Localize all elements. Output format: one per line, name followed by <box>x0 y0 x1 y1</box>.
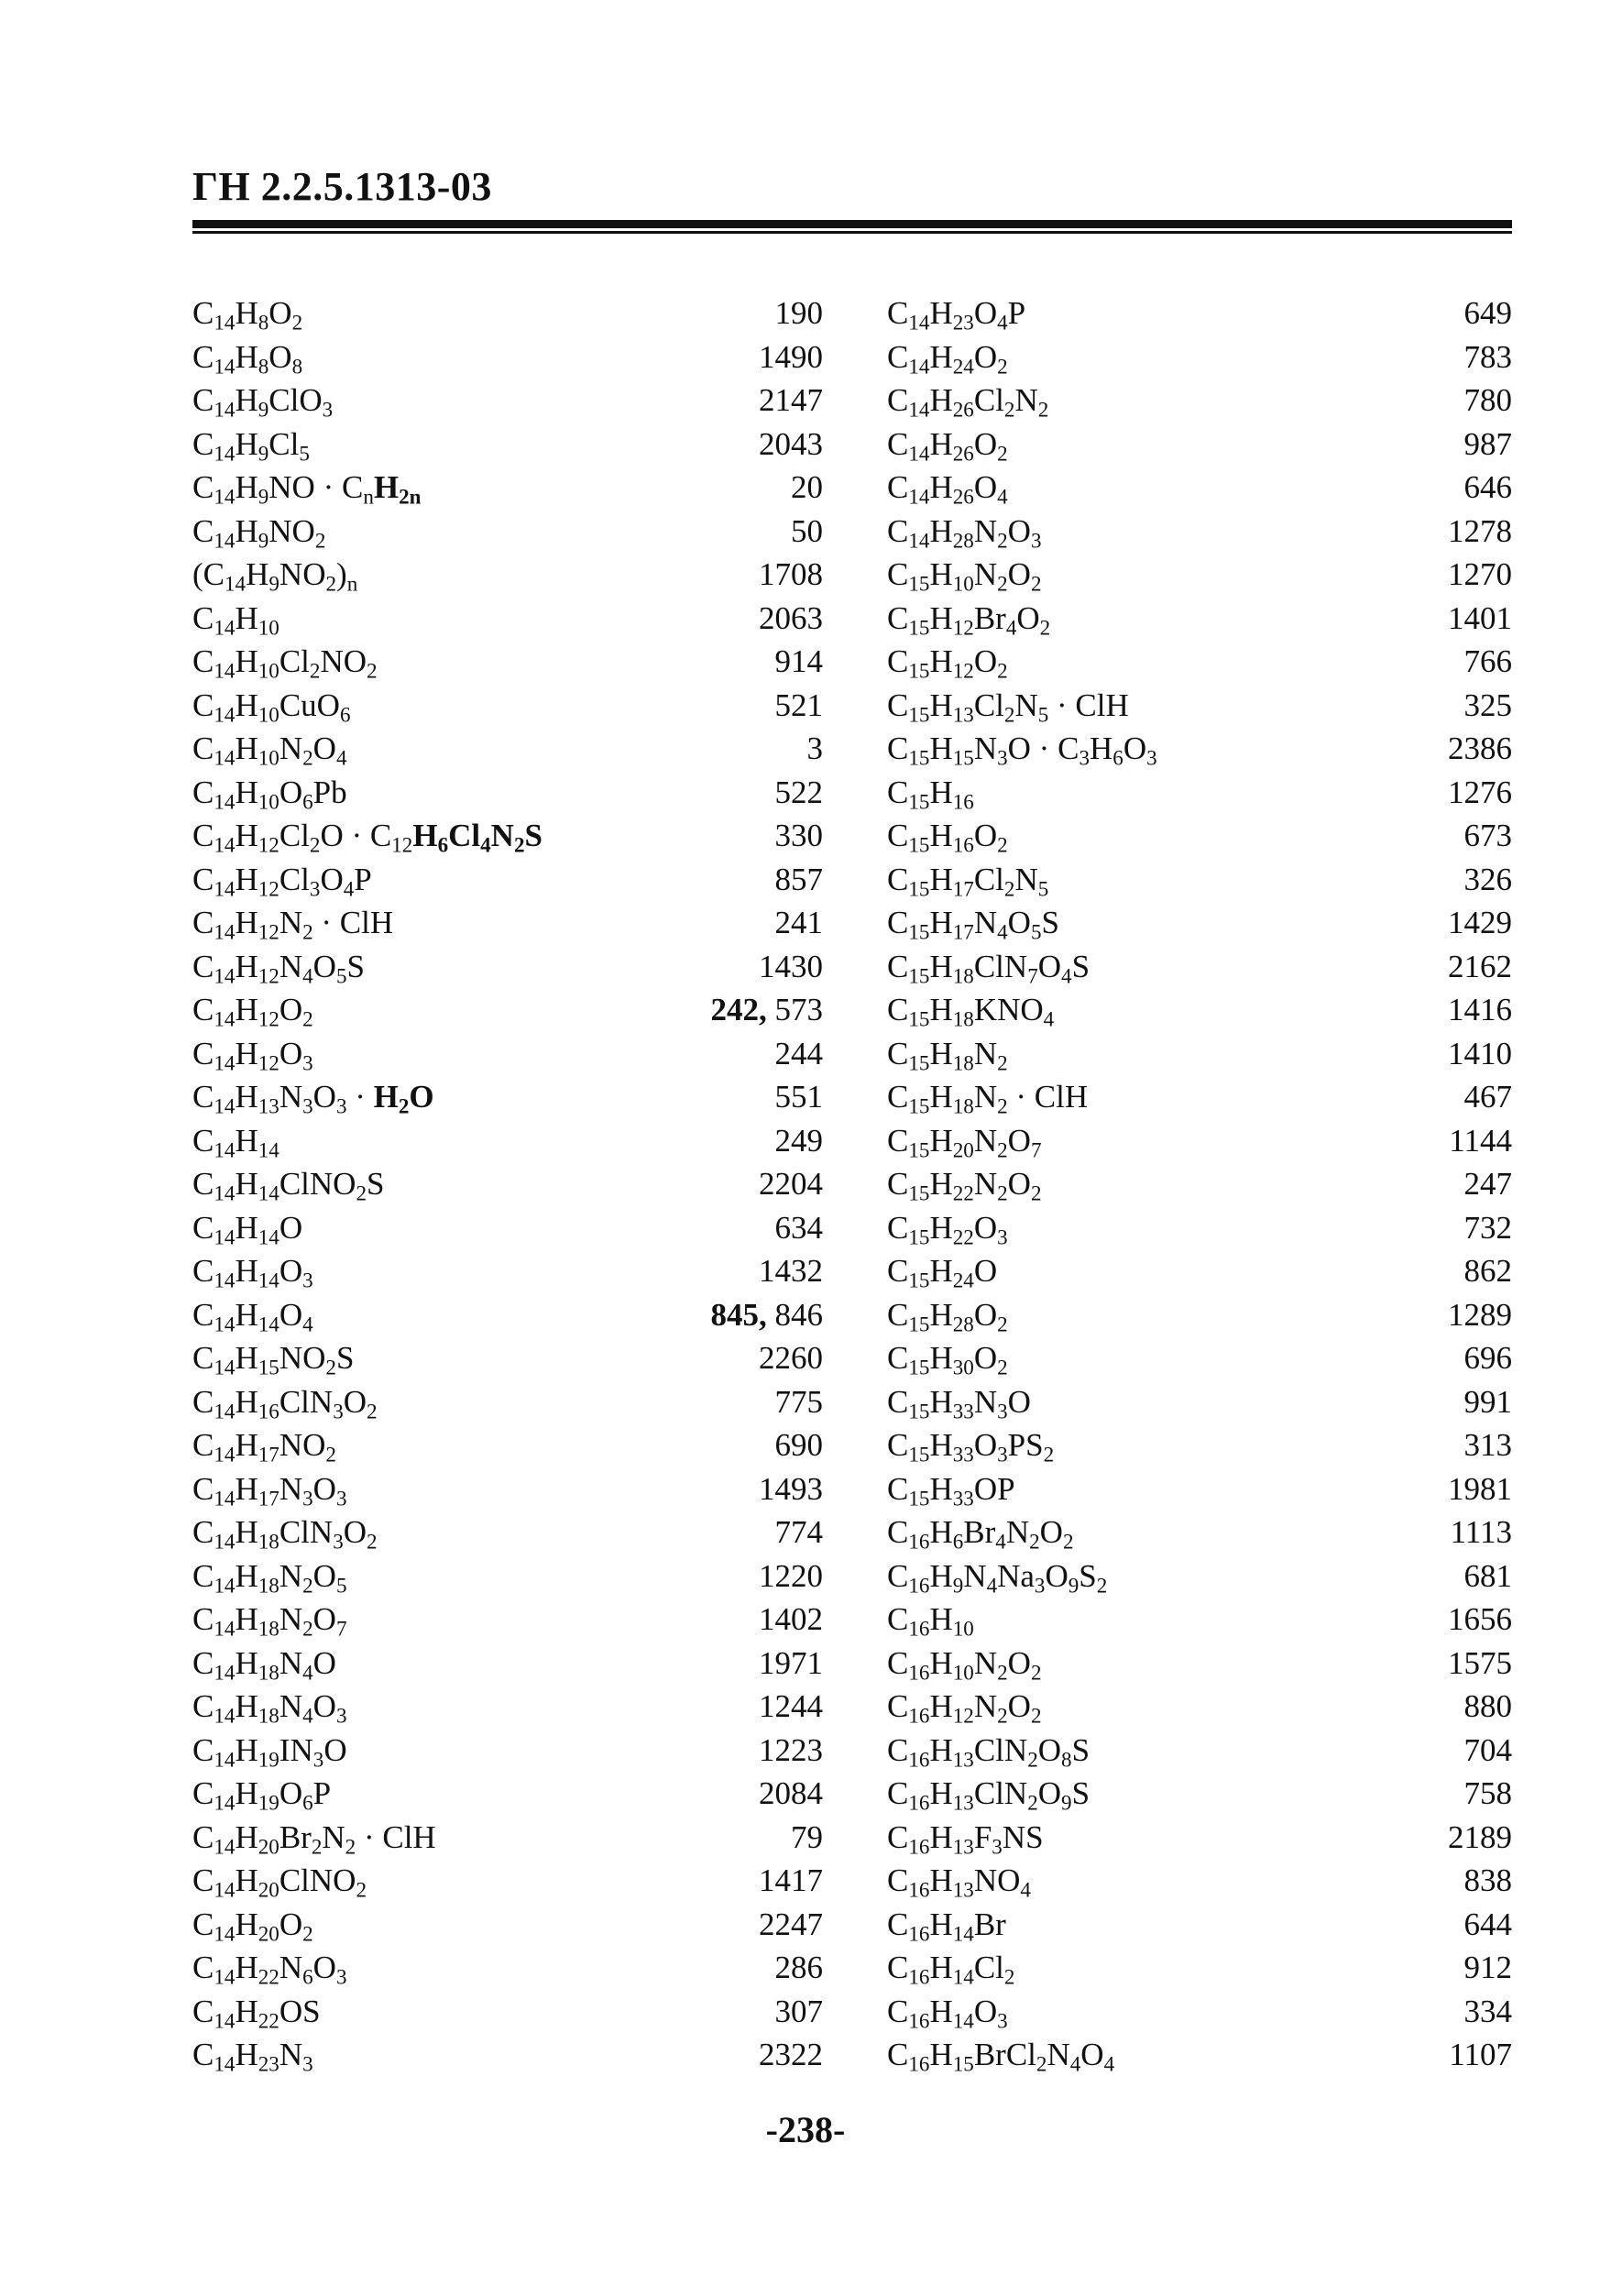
entry-number: 330 <box>774 818 823 853</box>
index-entry <box>887 1729 1512 1773</box>
index-entry <box>192 291 823 335</box>
chemical-formula: $C_{14}H_{17}N_3O_3$ <box>192 1470 347 1510</box>
entry-number: 1244 <box>759 1688 823 1724</box>
entry-number: 313 <box>1463 1427 1512 1463</box>
entry-number: 987 <box>1463 425 1512 462</box>
entry-number: 2084 <box>759 1775 823 1811</box>
entry-number: 1107 <box>1449 2037 1512 2072</box>
chemical-formula: $C_{14}H_{15}NO_2S$ <box>192 1340 355 1379</box>
chemical-formula: $C_{14}H_{12}Cl_3O_4P$ <box>192 861 372 900</box>
chemical-formula: $C_{14}H_{20}ClNO_2$ <box>192 1862 367 1902</box>
index-entry <box>887 291 1512 335</box>
entry-number: 838 <box>1463 1862 1512 1898</box>
chemical-formula: $(C_{14}H_9NO_2)_n$ <box>192 556 358 596</box>
entry-number: 1270 <box>1448 556 1512 592</box>
index-entry <box>887 858 1512 902</box>
chemical-formula: $C_{14}H_{14}O_4$ <box>192 1296 313 1335</box>
chemical-formula: $C_{14}H_{14}$ <box>192 1122 279 1161</box>
index-entry <box>887 1990 1512 2034</box>
chemical-formula: $C_{14}H_9NO_2$ <box>192 512 326 552</box>
chemical-formula: $C_{14}H_{28}N_2O_3$ <box>887 512 1042 552</box>
index-entry <box>192 1467 823 1511</box>
index-entry <box>192 1990 823 2034</box>
index-entry <box>887 1598 1512 1642</box>
index-entry <box>887 1075 1512 1119</box>
chemical-formula: $C_{15}H_{18}KNO_4$ <box>887 992 1055 1031</box>
chemical-formula: $C_{15}H_{18}N_2$ · ClH <box>887 1079 1089 1118</box>
index-entry <box>192 1554 823 1598</box>
chemical-formula: $C_{16}H_{13}ClN_2O_9S$ <box>887 1775 1090 1815</box>
entry-number: 286 <box>774 1950 823 1985</box>
index-entry <box>192 1293 823 1337</box>
index-entry <box>192 988 823 1032</box>
index-entry <box>192 1816 823 1860</box>
index-entry <box>887 1119 1512 1163</box>
page-number: -238- <box>765 2109 846 2150</box>
chemical-formula: $C_{14}H_{26}O_2$ <box>887 425 1008 465</box>
chemical-formula: $C_{14}H_{19}O_6P$ <box>192 1775 332 1815</box>
chemical-formula: $C_{15}H_{20}N_2O_7$ <box>887 1122 1042 1161</box>
index-entry <box>887 945 1512 989</box>
chemical-formula: $C_{14}H_{20}O_2$ <box>192 1906 313 1945</box>
chemical-formula: $C_{16}H_{14}O_3$ <box>887 1993 1008 2032</box>
entry-number: 649 <box>1463 295 1512 331</box>
chemical-formula: $C_{14}H_{19}IN_3O$ <box>192 1731 347 1771</box>
index-entry <box>192 901 823 945</box>
entry-number: 1971 <box>759 1644 823 1681</box>
entry-number: 766 <box>1463 643 1512 679</box>
chemical-formula: $C_{14}H_{10}N_2O_4$ <box>192 731 347 770</box>
entry-number: 914 <box>774 643 823 679</box>
index-entry <box>887 1772 1512 1816</box>
chemical-formula: $C_{15}H_{16}$ <box>887 774 974 813</box>
chemical-formula: $C_{16}H_6Br_4N_2O_2$ <box>887 1514 1074 1554</box>
index-entry <box>887 1816 1512 1860</box>
index-entry <box>887 901 1512 945</box>
entry-number: 1276 <box>1448 774 1512 810</box>
chemical-formula: $C_{14}H_9NO \cdot C_nH_{2n}$ <box>192 469 422 509</box>
index-entry <box>192 1511 823 1554</box>
chemical-formula: $C_{15}H_{28}O_2$ <box>887 1296 1008 1335</box>
entry-number: 522 <box>774 774 823 810</box>
entry-number: 326 <box>1463 861 1512 897</box>
entry-number: 673 <box>1463 818 1512 853</box>
chemical-formula: $C_{15}H_{17}Cl_2N_5$ <box>887 861 1049 900</box>
entry-number: 79 <box>791 1818 823 1855</box>
entry-number: 681 <box>1463 1557 1512 1594</box>
entry-number: 2063 <box>759 599 823 636</box>
entry-number: 991 <box>1463 1383 1512 1420</box>
entry-number: 758 <box>1463 1775 1512 1811</box>
chemical-formula: $C_{16}H_{13}NO_4$ <box>887 1862 1031 1902</box>
index-entry <box>887 2033 1512 2077</box>
header-rule-thick <box>192 220 1512 228</box>
entry-number: 1416 <box>1448 992 1512 1027</box>
entry-number: 1575 <box>1448 1644 1512 1681</box>
entry-number: 2147 <box>759 382 823 418</box>
chemical-formula: $C_{14}H_{12}Cl_2O \cdot C_{12}H_6Cl_4N_2S$ <box>192 818 542 857</box>
index-entry <box>887 553 1512 597</box>
entry-number: 1493 <box>759 1470 823 1507</box>
entry-number: 1708 <box>759 556 823 592</box>
entry-number: 1402 <box>759 1601 823 1637</box>
chemical-formula: $C_{16}H_9N_4Na_3O_9S_2$ <box>887 1557 1108 1597</box>
index-entry <box>887 335 1512 379</box>
chemical-formula: $C_{15}H_{13}Cl_2N_5$ · ClH <box>887 687 1129 726</box>
chemical-formula: $C_{14}H_{12}N_4O_5S$ <box>192 948 365 987</box>
index-entry <box>887 1336 1512 1380</box>
index-entry <box>887 1642 1512 1686</box>
chemical-formula: $C_{14}H_{24}O_2$ <box>887 338 1008 378</box>
chemical-formula: $C_{14}H_{26}O_4$ <box>887 469 1008 509</box>
entry-number: 780 <box>1463 382 1512 418</box>
entry-number: 551 <box>774 1079 823 1115</box>
index-entry <box>192 1903 823 1947</box>
chemical-formula: $C_{14}H_{18}N_4O_3$ <box>192 1688 347 1728</box>
chemical-formula: $C_{15}H_{17}N_4O_5S$ <box>887 905 1059 944</box>
chemical-formula: $C_{14}H_{14}O$ <box>192 1209 303 1248</box>
entry-number: 732 <box>1463 1209 1512 1246</box>
chemical-formula: $C_{14}H_{12}O_2$ <box>192 992 313 1031</box>
chemical-formula: $C_{15}H_{24}O$ <box>887 1253 998 1292</box>
chemical-formula: $C_{15}H_{18}ClN_7O_4S$ <box>887 948 1090 987</box>
entry-number: 1981 <box>1448 1470 1512 1507</box>
chemical-formula: $C_{15}H_{33}N_3O$ <box>887 1383 1031 1423</box>
chemical-formula: $C_{14}H_9Cl_5$ <box>192 425 310 465</box>
entry-number: 1417 <box>759 1862 823 1898</box>
index-entry <box>192 1598 823 1642</box>
index-entry <box>192 684 823 728</box>
chemical-formula: $C_{14}H_{23}N_3$ <box>192 2037 313 2076</box>
index-entry <box>887 1249 1512 1293</box>
chemical-formula: $C_{15}H_{30}O_2$ <box>887 1340 1008 1379</box>
chemical-formula: $C_{14}H_{18}ClN_3O_2$ <box>192 1514 378 1554</box>
index-entry <box>192 1729 823 1773</box>
index-entry <box>887 510 1512 554</box>
chemical-formula: $C_{14}H_{22}OS$ <box>192 1993 321 2032</box>
index-entry <box>192 1336 823 1380</box>
chemical-formula: $C_{16}H_{12}N_2O_2$ <box>887 1688 1042 1728</box>
entry-number: 1410 <box>1448 1035 1512 1071</box>
index-entry <box>192 771 823 815</box>
index-entry <box>887 1293 1512 1337</box>
chemical-formula: $C_{14}H_{18}N_2O_5$ <box>192 1557 347 1597</box>
index-entry <box>887 1162 1512 1206</box>
chemical-formula: $C_{14}H_{14}O_3$ <box>192 1253 313 1292</box>
index-entry <box>192 1859 823 1903</box>
entry-number: 325 <box>1463 687 1512 723</box>
index-entry <box>192 379 823 423</box>
chemical-formula: $C_{16}H_{14}Cl_2$ <box>887 1950 1015 1989</box>
entry-number: 244 <box>774 1035 823 1071</box>
chemical-formula: $C_{14}H_{12}O_3$ <box>192 1035 313 1074</box>
chemical-formula: $C_{16}H_{14}Br$ <box>887 1906 1006 1945</box>
entry-number: 1656 <box>1448 1601 1512 1637</box>
entry-number: 696 <box>1463 1340 1512 1376</box>
index-entry <box>887 1206 1512 1250</box>
entry-number: 307 <box>774 1993 823 2029</box>
entry-number: 2322 <box>759 2037 823 2072</box>
index-entry <box>192 727 823 771</box>
index-entry <box>887 988 1512 1032</box>
left-index-column <box>192 291 823 2077</box>
index-entry <box>192 1162 823 1206</box>
index-entry <box>887 771 1512 815</box>
entry-number: 190 <box>774 295 823 331</box>
entry-number: 334 <box>1463 1993 1512 2029</box>
index-entry <box>887 1903 1512 1947</box>
entry-number: 2162 <box>1448 948 1512 984</box>
index-entry <box>887 1380 1512 1424</box>
chemical-formula: $C_{15}H_{16}O_2$ <box>887 818 1008 857</box>
entry-number: 704 <box>1463 1731 1512 1768</box>
index-entry <box>192 1380 823 1424</box>
entry-number: 2260 <box>759 1340 823 1376</box>
entry-number: 2204 <box>759 1166 823 1202</box>
entry-number: 1432 <box>759 1253 823 1289</box>
index-entry <box>887 1511 1512 1554</box>
chemical-formula: $C_{14}H_{14}ClNO_2S$ <box>192 1166 385 1205</box>
entry-number: 2189 <box>1448 1818 1512 1855</box>
chemical-formula: $C_{15}H_{18}N_2$ <box>887 1035 1008 1074</box>
entry-number: 774 <box>774 1514 823 1550</box>
chemical-formula: $C_{16}H_{10}$ <box>887 1601 974 1641</box>
entry-number: 845, 846 <box>710 1296 823 1333</box>
index-entry <box>192 640 823 684</box>
index-entry <box>192 858 823 902</box>
chemical-formula: $C_{14}H_9ClO_3$ <box>192 382 334 422</box>
chemical-formula: $C_{15}H_{22}O_3$ <box>887 1209 1008 1248</box>
entry-number: 1113 <box>1450 1514 1512 1550</box>
chemical-formula: $C_{14}H_{18}N_2O_7$ <box>192 1601 347 1641</box>
chemical-formula: $C_{14}H_{10}CuO_6$ <box>192 687 351 726</box>
chemical-formula: $C_{14}H_8O_2$ <box>192 295 303 335</box>
index-entry <box>192 1206 823 1250</box>
chemical-formula: $C_{14}H_{22}N_6O_3$ <box>192 1950 347 1989</box>
index-entry <box>887 379 1512 423</box>
chemical-formula: $C_{14}H_{26}Cl_2N_2$ <box>887 382 1049 422</box>
chemical-formula: $C_{14}H_{10}O_6Pb$ <box>192 774 347 813</box>
entry-number: 467 <box>1463 1079 1512 1115</box>
index-entry <box>887 727 1512 771</box>
index-entry <box>192 1075 823 1119</box>
entry-number: 644 <box>1463 1906 1512 1942</box>
index-entry <box>887 814 1512 858</box>
entry-number: 912 <box>1463 1950 1512 1985</box>
chemical-formula: $C_{14}H_{20}Br_2N_2$ · ClH <box>192 1818 436 1858</box>
chemical-formula: $C_{14}H_{10}$ <box>192 599 279 639</box>
chemical-formula: $C_{16}H_{13}ClN_2O_8S$ <box>887 1731 1090 1771</box>
entry-number: 50 <box>791 512 823 549</box>
chemical-formula: $C_{16}H_{13}F_3NS$ <box>887 1818 1044 1858</box>
entry-number: 1223 <box>759 1731 823 1768</box>
entry-number: 2043 <box>759 425 823 462</box>
chemical-formula: $C_{15}H_{10}N_2O_2$ <box>887 556 1042 596</box>
entry-number: 1490 <box>759 338 823 375</box>
index-entry <box>192 466 823 510</box>
chemical-formula: $C_{15}H_{33}OP$ <box>887 1470 1015 1510</box>
index-entry <box>887 423 1512 467</box>
entry-number: 247 <box>1463 1166 1512 1202</box>
index-entry <box>887 684 1512 728</box>
entry-number: 1220 <box>759 1557 823 1594</box>
entry-number: 3 <box>806 731 823 766</box>
entry-number: 775 <box>774 1383 823 1420</box>
index-entry <box>887 466 1512 510</box>
index-entry <box>192 2033 823 2077</box>
entry-number: 783 <box>1463 338 1512 375</box>
chemical-formula: $C_{15}H_{12}O_2$ <box>887 643 1008 683</box>
index-entry <box>192 1032 823 1076</box>
entry-number: 1289 <box>1448 1296 1512 1333</box>
chemical-formula: $C_{14}H_{12}N_2$ · ClH <box>192 905 394 944</box>
index-entry <box>192 1249 823 1293</box>
index-entry <box>192 1946 823 1990</box>
chemical-formula: $C_{14}H_{10}Cl_2NO_2$ <box>192 643 378 683</box>
entry-number: 857 <box>774 861 823 897</box>
chemical-formula: $C_{14}H_{23}O_4P$ <box>887 295 1026 335</box>
entry-number: 690 <box>774 1427 823 1463</box>
entry-number: 2247 <box>759 1906 823 1942</box>
index-entry <box>192 423 823 467</box>
header-rule-thin <box>192 231 1512 234</box>
chemical-formula: $C_{16}H_{10}N_2O_2$ <box>887 1644 1042 1684</box>
entry-number: 1429 <box>1448 905 1512 940</box>
right-index-column <box>887 291 1512 2077</box>
index-entry <box>887 1423 1512 1467</box>
chemical-formula: $C_{14}H_8O_8$ <box>192 338 303 378</box>
index-entry <box>887 1467 1512 1511</box>
chemical-formula: $C_{15}H_{33}O_3PS_2$ <box>887 1427 1055 1467</box>
chemical-formula: $C_{14}H_{18}N_4O$ <box>192 1644 336 1684</box>
entry-number: 880 <box>1463 1688 1512 1724</box>
entry-number: 1401 <box>1448 599 1512 636</box>
chemical-formula: $C_{14}H_{13}N_3O_3 \cdot H_2O$ <box>192 1079 434 1118</box>
entry-number: 634 <box>774 1209 823 1246</box>
index-entry <box>192 1772 823 1816</box>
index-entry <box>192 814 823 858</box>
index-entry <box>887 1554 1512 1598</box>
index-entry <box>192 553 823 597</box>
index-entry <box>192 510 823 554</box>
entry-number: 20 <box>791 469 823 505</box>
entry-number: 1430 <box>759 948 823 984</box>
document-header: ГН 2.2.5.1313-03 <box>192 164 492 209</box>
index-entry <box>192 1642 823 1686</box>
entry-number: 521 <box>774 687 823 723</box>
index-entry <box>192 1423 823 1467</box>
chemical-formula: $C_{16}H_{15}BrCl_2N_4O_4$ <box>887 2037 1115 2076</box>
index-entry <box>192 335 823 379</box>
chemical-formula: $C_{15}H_{15}N_3O \cdot C_3H_6O_3$ <box>887 731 1157 770</box>
index-entry <box>192 1685 823 1729</box>
index-entry <box>887 1859 1512 1903</box>
chemical-formula: $C_{15}H_{22}N_2O_2$ <box>887 1166 1042 1205</box>
index-entry <box>887 1946 1512 1990</box>
entry-number: 1278 <box>1448 512 1512 549</box>
entry-number: 249 <box>774 1122 823 1159</box>
index-entry <box>887 1032 1512 1076</box>
chemical-formula: $C_{14}H_{16}ClN_3O_2$ <box>192 1383 378 1423</box>
entry-number: 242, 573 <box>710 992 823 1027</box>
entry-number: 1144 <box>1449 1122 1512 1159</box>
entry-number: 646 <box>1463 469 1512 505</box>
chemical-formula: $C_{15}H_{12}Br_4O_2$ <box>887 599 1051 639</box>
index-entry <box>887 1685 1512 1729</box>
index-entry <box>887 640 1512 684</box>
entry-number: 2386 <box>1448 731 1512 766</box>
entry-number: 241 <box>774 905 823 940</box>
chemical-formula: $C_{14}H_{17}NO_2$ <box>192 1427 336 1467</box>
index-entry <box>192 597 823 641</box>
index-entry <box>192 945 823 989</box>
entry-number: 862 <box>1463 1253 1512 1289</box>
index-entry <box>192 1119 823 1163</box>
index-entry <box>887 597 1512 641</box>
